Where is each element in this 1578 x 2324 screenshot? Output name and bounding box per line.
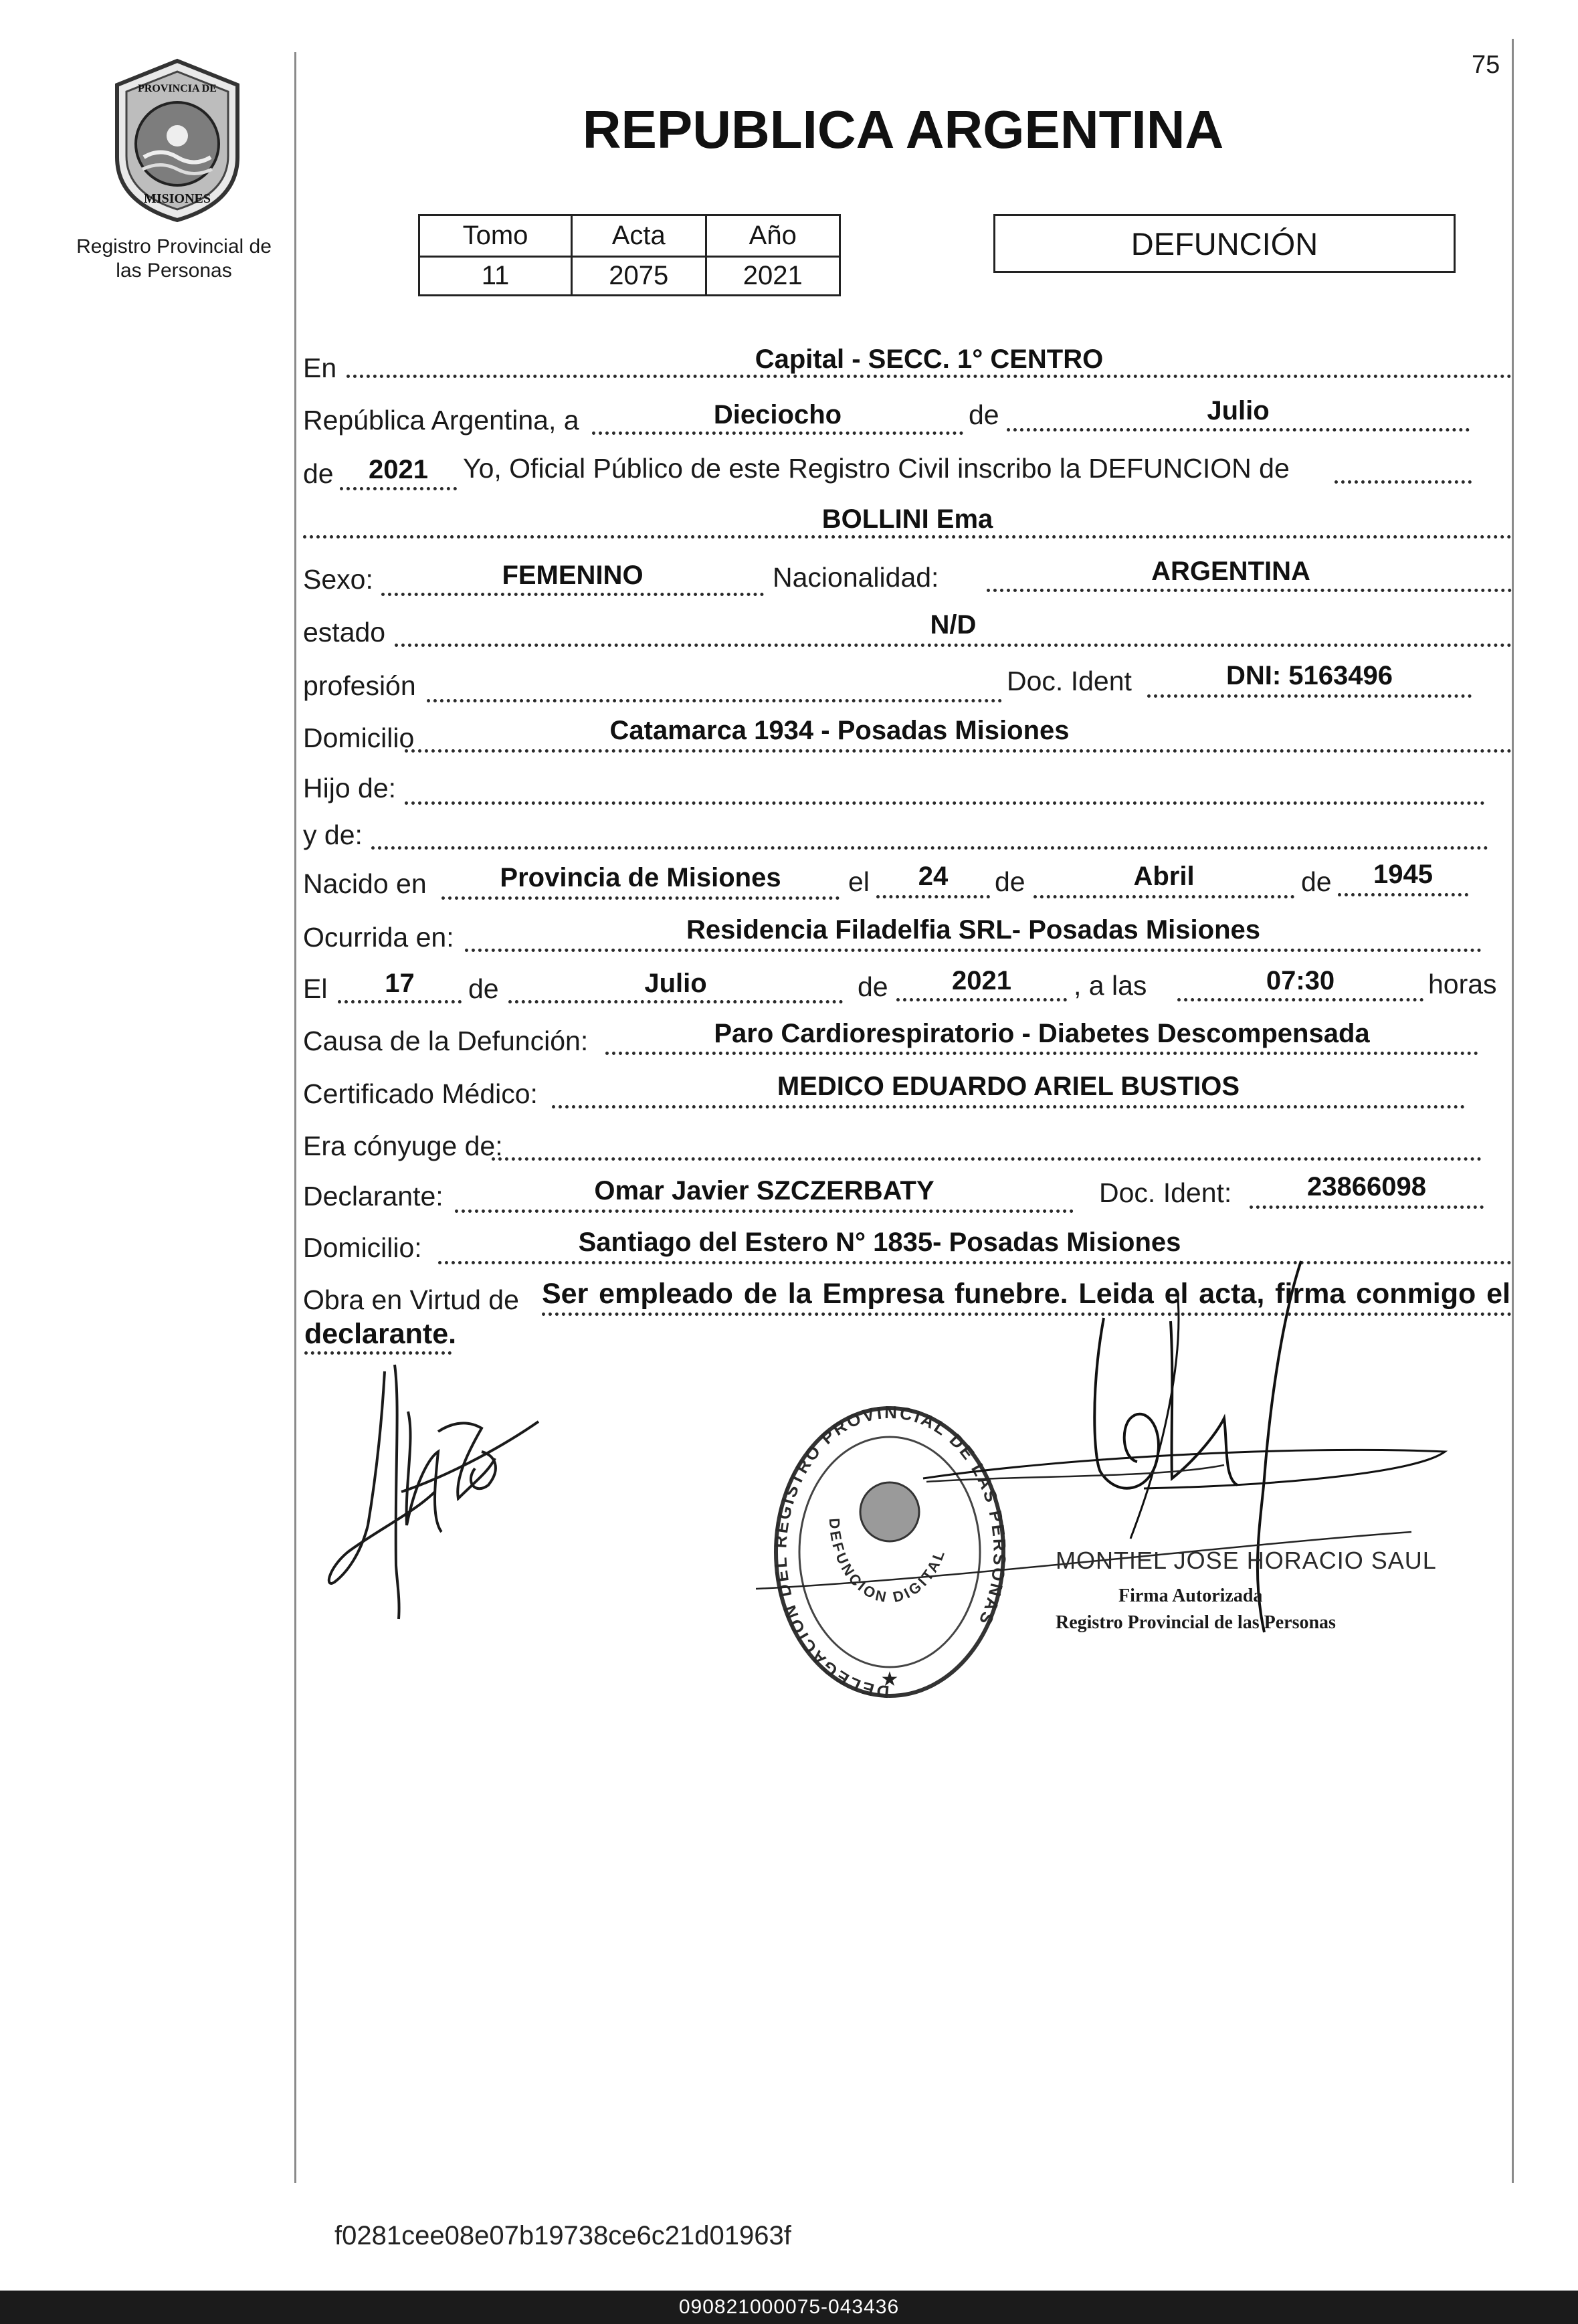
table-header-anio: Año xyxy=(706,215,840,257)
svg-text:★: ★ xyxy=(880,1668,899,1690)
label-nacido-en: Nacido en xyxy=(303,868,427,899)
field-lugar: Capital - SECC. 1° CENTRO xyxy=(755,345,1104,374)
label-de-nacido-2: de xyxy=(1301,866,1332,897)
label-y-de: y de: xyxy=(303,819,363,850)
official-signature xyxy=(756,1258,1458,1726)
label-certificado: Certificado Médico: xyxy=(303,1078,538,1109)
field-line-declarante xyxy=(455,1209,1074,1213)
field-declarante-domicilio: Santiago del Estero N° 1835- Posadas Misiones xyxy=(578,1228,1181,1257)
record-table xyxy=(418,214,841,296)
emblem-bottom-text: MISIONES xyxy=(143,191,211,206)
page-number: 75 xyxy=(1472,51,1500,79)
record-type-box xyxy=(993,214,1456,273)
label-a-las: , a las xyxy=(1074,970,1147,1001)
field-nacido-anio: 1945 xyxy=(1373,860,1433,889)
registry-name-1: Registro Provincial de xyxy=(76,235,272,258)
field-obra-line1: Ser empleado de la Empresa funebre. Leida el acta, firma conmigo el xyxy=(542,1278,1510,1310)
field-nacionalidad: ARGENTINA xyxy=(1151,557,1310,586)
field-declarante: Omar Javier SZCZERBATY xyxy=(594,1176,934,1205)
field-def-mes: Julio xyxy=(644,969,707,998)
label-horas: horas xyxy=(1428,969,1497,999)
page-title: REPUBLICA ARGENTINA xyxy=(582,100,1224,159)
field-line-causa xyxy=(605,1052,1478,1055)
field-line-sexo xyxy=(381,593,764,596)
label-nacionalidad: Nacionalidad: xyxy=(773,562,939,593)
field-line-profesion xyxy=(427,699,1002,702)
label-doc-ident-2: Doc. Ident: xyxy=(1099,1177,1232,1208)
label-el-nacido: el xyxy=(848,866,870,897)
label-sexo: Sexo: xyxy=(303,564,373,595)
field-line-nombre-start xyxy=(1335,480,1472,484)
field-def-dia: 17 xyxy=(385,969,415,998)
label-de-def-2: de xyxy=(858,971,888,1002)
field-line-doc-ident xyxy=(1147,694,1472,698)
field-line-def-mes xyxy=(508,1000,843,1003)
label-ocurrida-en: Ocurrida en: xyxy=(303,922,454,953)
label-de-nacido-1: de xyxy=(995,866,1025,897)
field-mes: Julio xyxy=(1207,396,1270,425)
table-value-acta: 2075 xyxy=(572,257,706,296)
field-line-nacido-dia xyxy=(876,895,990,898)
label-profesion: profesión xyxy=(303,670,416,701)
stamp-ring-text: DELEGACION DEL REGISTRO PROVINCIAL DE LAS PERSONAS xyxy=(770,1405,1010,1703)
field-line-def-dia xyxy=(338,1000,462,1003)
label-de-1: de xyxy=(969,399,999,430)
field-line-conyuge xyxy=(492,1157,1482,1161)
field-line-nacido-mes xyxy=(1033,895,1294,898)
label-doc-ident: Doc. Ident xyxy=(1007,666,1132,696)
field-line-lugar xyxy=(347,375,1512,378)
field-line-nacido-en xyxy=(441,896,840,900)
field-estado: N/D xyxy=(930,610,977,640)
stamp-inner-text: DEFUNCION DIGITAL xyxy=(825,1517,949,1606)
record-type: DEFUNCIÓN xyxy=(1130,225,1318,262)
label-el: El xyxy=(303,973,328,1004)
field-line-certificado xyxy=(552,1105,1465,1108)
field-line-estado xyxy=(395,644,1512,647)
field-line-hijo-de xyxy=(405,801,1485,805)
footer-bar xyxy=(0,2291,1578,2324)
registry-name-2: las Personas xyxy=(116,260,232,282)
field-line-ocurrida-en xyxy=(465,949,1482,952)
label-estado: estado xyxy=(303,617,386,648)
field-sexo: FEMENINO xyxy=(502,561,644,590)
barcode-text: 090821000075-043436 xyxy=(678,2296,900,2318)
field-line-declarante-doc xyxy=(1250,1205,1484,1209)
field-causa: Paro Cardiorespiratorio - Diabetes Descompensada xyxy=(714,1019,1370,1048)
field-nacido-en: Provincia de Misiones xyxy=(500,863,781,892)
official-office: Registro Provincial de las Personas xyxy=(1056,1612,1336,1633)
field-dia: Dieciocho xyxy=(713,400,842,429)
field-declarante-doc: 23866098 xyxy=(1307,1172,1426,1201)
official-title: Firma Autorizada xyxy=(1118,1585,1263,1606)
table-header-acta: Acta xyxy=(572,215,706,257)
left-margin-line xyxy=(294,52,296,2183)
field-line-y-de xyxy=(371,846,1488,850)
declarant-signature xyxy=(321,1351,549,1632)
field-nacido-dia: 24 xyxy=(918,862,949,891)
field-line-anio xyxy=(340,487,457,490)
label-hijo-de: Hijo de: xyxy=(303,773,397,803)
field-certificado: MEDICO EDUARDO ARIEL BUSTIOS xyxy=(777,1072,1240,1101)
official-name: MONTIEL JOSE HORACIO SAUL xyxy=(1056,1547,1437,1574)
label-domicilio-2: Domicilio: xyxy=(303,1232,422,1263)
label-domicilio: Domicilio xyxy=(303,722,415,753)
label-conyuge: Era cónyuge de: xyxy=(303,1131,503,1161)
emblem-top-text: PROVINCIA DE xyxy=(138,83,217,94)
province-emblem xyxy=(104,57,251,224)
field-doc-ident: DNI: 5163496 xyxy=(1225,661,1393,690)
field-line-def-hora xyxy=(1177,998,1423,1001)
field-def-anio: 2021 xyxy=(952,966,1011,995)
field-nacido-mes: Abril xyxy=(1133,862,1195,891)
field-line-nacionalidad xyxy=(987,589,1512,592)
field-line-dia xyxy=(592,431,963,435)
field-ocurrida-en: Residencia Filadelfia SRL- Posadas Misiones xyxy=(686,915,1261,945)
table-value-anio: 2021 xyxy=(706,257,840,296)
label-de-2: de xyxy=(303,458,334,489)
label-obra-en-virtud: Obra en Virtud de xyxy=(303,1284,519,1315)
label-causa: Causa de la Defunción: xyxy=(303,1026,589,1056)
label-en: En xyxy=(303,353,337,383)
label-de-def-1: de xyxy=(468,973,499,1004)
field-line-mes xyxy=(1007,428,1470,431)
field-line-domicilio xyxy=(405,749,1512,753)
table-header-tomo: Tomo xyxy=(419,215,572,257)
field-anio: 2021 xyxy=(369,455,428,484)
field-domicilio: Catamarca 1934 - Posadas Misiones xyxy=(609,716,1070,745)
field-obra-line2: declarante. xyxy=(304,1318,457,1350)
field-nombre: BOLLINI Ema xyxy=(821,504,993,534)
field-line-def-anio xyxy=(896,998,1067,1001)
label-declarante: Declarante: xyxy=(303,1181,443,1212)
label-republica-a: República Argentina, a xyxy=(303,405,579,435)
field-line-nombre xyxy=(303,535,1512,539)
field-line-nacido-anio xyxy=(1338,893,1468,896)
right-margin-line xyxy=(1512,39,1514,2183)
label-yo-oficial: Yo, Oficial Público de este Registro Civil inscribo la DEFUNCION de xyxy=(463,453,1290,484)
document-hash: f0281cee08e07b19738ce6c21d01963f xyxy=(334,2221,791,2250)
table-value-tomo: 11 xyxy=(419,257,572,296)
field-def-hora: 07:30 xyxy=(1266,966,1335,995)
